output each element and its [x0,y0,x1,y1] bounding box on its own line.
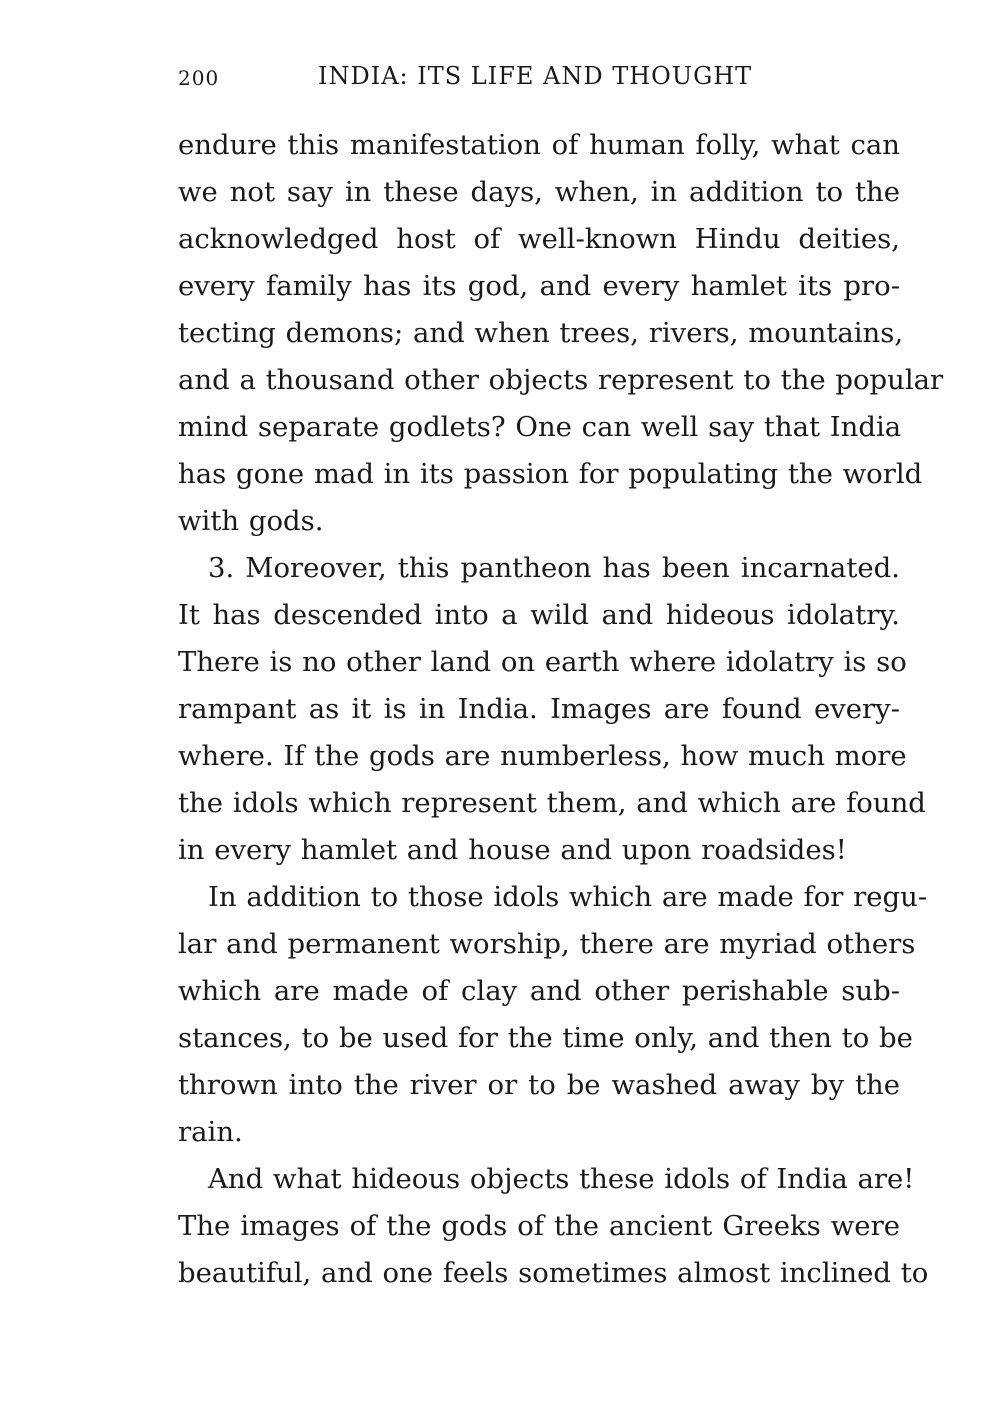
text-line: we not say in these days, when, in addition to the [178,176,900,208]
text-line: where. If the gods are numberless, how much more [178,740,907,772]
text-line: has gone mad in its passion for populating the world [178,458,923,490]
text-line: There is no other land on earth where idolatry is so [178,646,907,678]
paragraph-start-line: In addition to those idols which are made for regu- [208,881,928,913]
text-line: stances, to be used for the time only, and then to be [178,1022,913,1054]
text-line: every family has its god, and every hamlet its pro- [178,270,900,302]
page-header [178,62,900,96]
text-line: beautiful, and one feels sometimes almost inclined to [178,1257,929,1289]
text-line: The images of the gods of the ancient Greeks were [178,1210,900,1242]
text-line: rampant as it is in India. Images are found every- [178,693,900,725]
text-line: which are made of clay and other perishable sub- [178,975,900,1007]
text-line: acknowledged host of well-known Hindu deities, [178,223,900,255]
text-line: It has descended into a wild and hideous idolatry. [178,599,900,631]
text-line: and a thousand other objects represent to the popular [178,364,944,396]
text-line: lar and permanent worship, there are myriad others [178,928,916,960]
text-line: tecting demons; and when trees, rivers, mountains, [178,317,904,349]
text-line: thrown into the river or to be washed away by the [178,1069,900,1101]
text-line: mind separate godlets? One can well say that India [178,411,902,443]
text-line: rain. [178,1116,243,1148]
paragraph-start-line: And what hideous objects these idols of India are! [208,1163,915,1195]
paragraph-start-line: 3. Moreover, this pantheon has been incarnated. [208,552,900,584]
page-number: 200 [178,66,220,90]
body-text [178,122,944,1297]
text-line: the idols which represent them, and which are found [178,787,926,819]
text-line: in every hamlet and house and upon roadsides! [178,834,847,866]
text-line: endure this manifestation of human folly, what can [178,129,900,161]
running-title: INDIA: ITS LIFE AND THOUGHT [318,62,753,90]
text-line: with gods. [178,505,324,537]
